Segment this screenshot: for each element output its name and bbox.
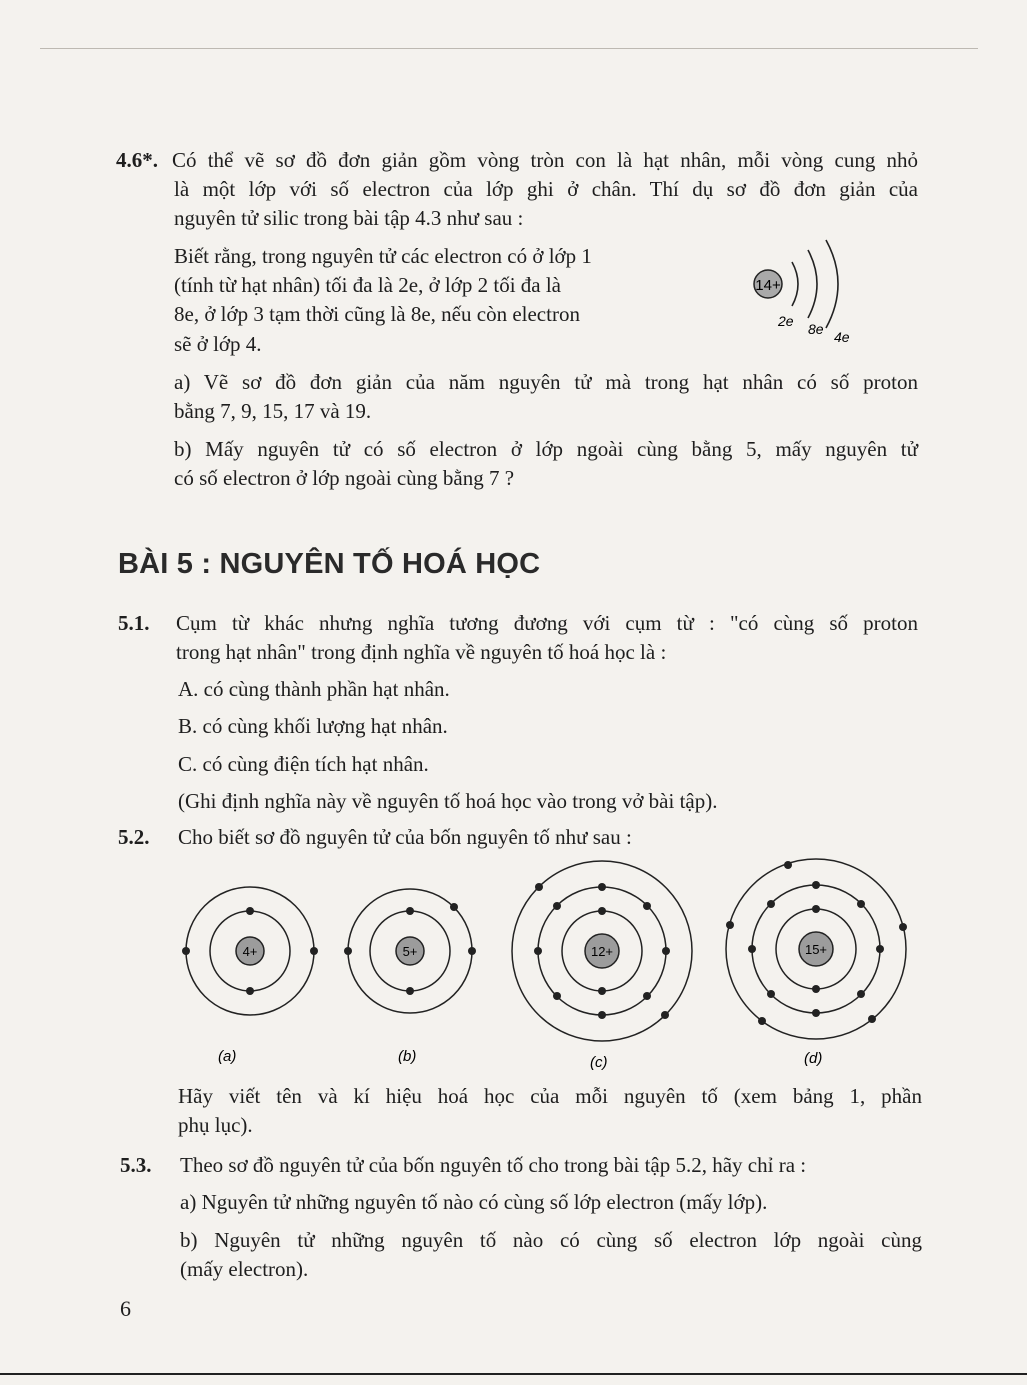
electron xyxy=(310,947,318,955)
electron xyxy=(598,987,606,995)
atom-a-caption: (a) xyxy=(218,1048,237,1065)
electron xyxy=(535,883,543,891)
electron xyxy=(598,907,606,915)
electron xyxy=(868,1015,876,1023)
atom-d-caption: (d) xyxy=(804,1050,823,1067)
exercise-4-6-part-b-line1: b) Mấy nguyên tử có số electron ở lớp ngoài cùng bằng 5, mấy nguyên tử xyxy=(174,437,918,461)
electron xyxy=(767,900,775,908)
electron xyxy=(246,907,254,915)
electron xyxy=(534,947,542,955)
electron xyxy=(598,883,606,891)
atom-c xyxy=(512,861,692,1071)
exercise-5-2-question-line1: Hãy viết tên và kí hiệu hoá học của mỗi nguyên tố (xem bảng 1, phần xyxy=(178,1084,922,1108)
electron xyxy=(812,905,820,913)
exercise-4-6-info2: (tính từ hạt nhân) tối đa là 2e, ở lớp 2 tối đa là xyxy=(174,273,562,297)
electron xyxy=(767,990,775,998)
electron xyxy=(553,992,561,1000)
exercise-5-1-number: 5.1. xyxy=(118,611,150,635)
silicon-shell-1-count: 2e xyxy=(778,313,794,329)
exercise-5-2-number: 5.2. xyxy=(118,825,150,849)
lesson-title: BÀI 5 : NGUYÊN TỐ HOÁ HỌC xyxy=(118,548,541,580)
exercise-4-6-line2: là một lớp với số electron của lớp ghi ở chân. Thí dụ sơ đồ đơn giản của xyxy=(174,177,918,201)
exercise-5-2-question-line2: phụ lục). xyxy=(178,1113,253,1137)
atom-b xyxy=(344,889,476,1065)
electron xyxy=(748,945,756,953)
exercise-5-1-line2: trong hạt nhân" trong định nghĩa về nguyên tố hoá học là : xyxy=(176,640,667,664)
electron xyxy=(758,1017,766,1025)
exercise-4-6-line3: nguyên tử silic trong bài tập 4.3 như sau : xyxy=(174,206,524,230)
atom-b-caption: (b) xyxy=(398,1048,417,1065)
electron xyxy=(406,907,414,915)
page-number: 6 xyxy=(120,1296,131,1321)
exercise-5-1-option-b: B. có cùng khối lượng hạt nhân. xyxy=(178,714,448,738)
electron xyxy=(182,947,190,955)
exercise-4-6-info1: Biết rằng, trong nguyên tử các electron có ở lớp 1 xyxy=(174,244,592,268)
atom-c-nucleus-label: 12+ xyxy=(590,944,614,959)
exercise-4-6-info4: sẽ ở lớp 4. xyxy=(174,332,262,356)
exercise-5-3-number: 5.3. xyxy=(120,1153,152,1177)
exercise-4-6-line1: Có thể vẽ sơ đồ đơn giản gồm vòng tròn con là hạt nhân, mỗi vòng cung nhỏ xyxy=(172,148,918,172)
top-rule xyxy=(40,48,978,49)
atom-a-nucleus-label: 4+ xyxy=(242,944,258,959)
exercise-5-1-option-a: A. có cùng thành phần hạt nhân. xyxy=(178,677,450,701)
electron xyxy=(598,1011,606,1019)
silicon-simple-diagram xyxy=(740,230,870,350)
exercise-5-3-line1: Theo sơ đồ nguyên tử của bốn nguyên tố cho trong bài tập 5.2, hãy chỉ ra : xyxy=(180,1153,807,1177)
exercise-4-6-part-a-line1: a) Vẽ sơ đồ đơn giản của năm nguyên tử mà trong hạt nhân có số proton xyxy=(174,370,918,394)
electron xyxy=(857,990,865,998)
exercise-5-3-part-a: a) Nguyên tử những nguyên tố nào có cùng số lớp electron (mấy lớp). xyxy=(180,1190,768,1214)
electron xyxy=(812,881,820,889)
electron xyxy=(450,903,458,911)
exercise-5-1-note: (Ghi định nghĩa này về nguyên tố hoá học vào trong vở bài tập). xyxy=(178,789,718,813)
exercise-5-2-line1: Cho biết sơ đồ nguyên tử của bốn nguyên tố như sau : xyxy=(178,825,632,849)
silicon-shell-2-count: 8e xyxy=(808,321,824,337)
silicon-nucleus-label: 14+ xyxy=(755,277,781,294)
exercise-4-6-part-b-line2: có số electron ở lớp ngoài cùng bằng 7 ? xyxy=(174,466,515,490)
electron xyxy=(468,947,476,955)
electron xyxy=(812,985,820,993)
exercise-4-6-number: 4.6*. xyxy=(116,148,158,172)
exercise-5-3-part-b-line2: (mấy electron). xyxy=(180,1257,309,1281)
electron xyxy=(812,1009,820,1017)
electron xyxy=(553,902,561,910)
silicon-shell-1-arc xyxy=(792,262,798,306)
electron xyxy=(784,861,792,869)
exercise-5-3-part-b-line1: b) Nguyên tử những nguyên tố nào có cùng số electron lớp ngoài cùng xyxy=(180,1228,922,1252)
electron xyxy=(661,1011,669,1019)
bottom-rule xyxy=(0,1373,1027,1375)
electron xyxy=(344,947,352,955)
silicon-shell-2-arc xyxy=(808,250,817,318)
electron xyxy=(643,992,651,1000)
electron xyxy=(643,902,651,910)
electron xyxy=(857,900,865,908)
electron xyxy=(246,987,254,995)
atom-a xyxy=(182,887,318,1065)
atom-d-nucleus-label: 15+ xyxy=(804,942,828,957)
electron xyxy=(662,947,670,955)
silicon-shell-3-arc xyxy=(826,240,838,328)
atom-diagrams xyxy=(170,855,930,1075)
electron xyxy=(899,923,907,931)
electron xyxy=(876,945,884,953)
silicon-shell-3-count: 4e xyxy=(834,329,850,345)
atom-c-caption: (c) xyxy=(590,1054,608,1071)
exercise-5-1-line1: Cụm từ khác nhưng nghĩa tương đương với cụm từ : "có cùng số proton xyxy=(176,611,918,635)
exercise-5-1-option-c: C. có cùng điện tích hạt nhân. xyxy=(178,752,429,776)
exercise-4-6-info3: 8e, ở lớp 3 tạm thời cũng là 8e, nếu còn electron xyxy=(174,302,580,326)
atom-d xyxy=(726,859,907,1067)
exercise-4-6-part-a-line2: bằng 7, 9, 15, 17 và 19. xyxy=(174,399,372,423)
electron xyxy=(726,921,734,929)
electron xyxy=(406,987,414,995)
atom-b-nucleus-label: 5+ xyxy=(402,944,418,959)
